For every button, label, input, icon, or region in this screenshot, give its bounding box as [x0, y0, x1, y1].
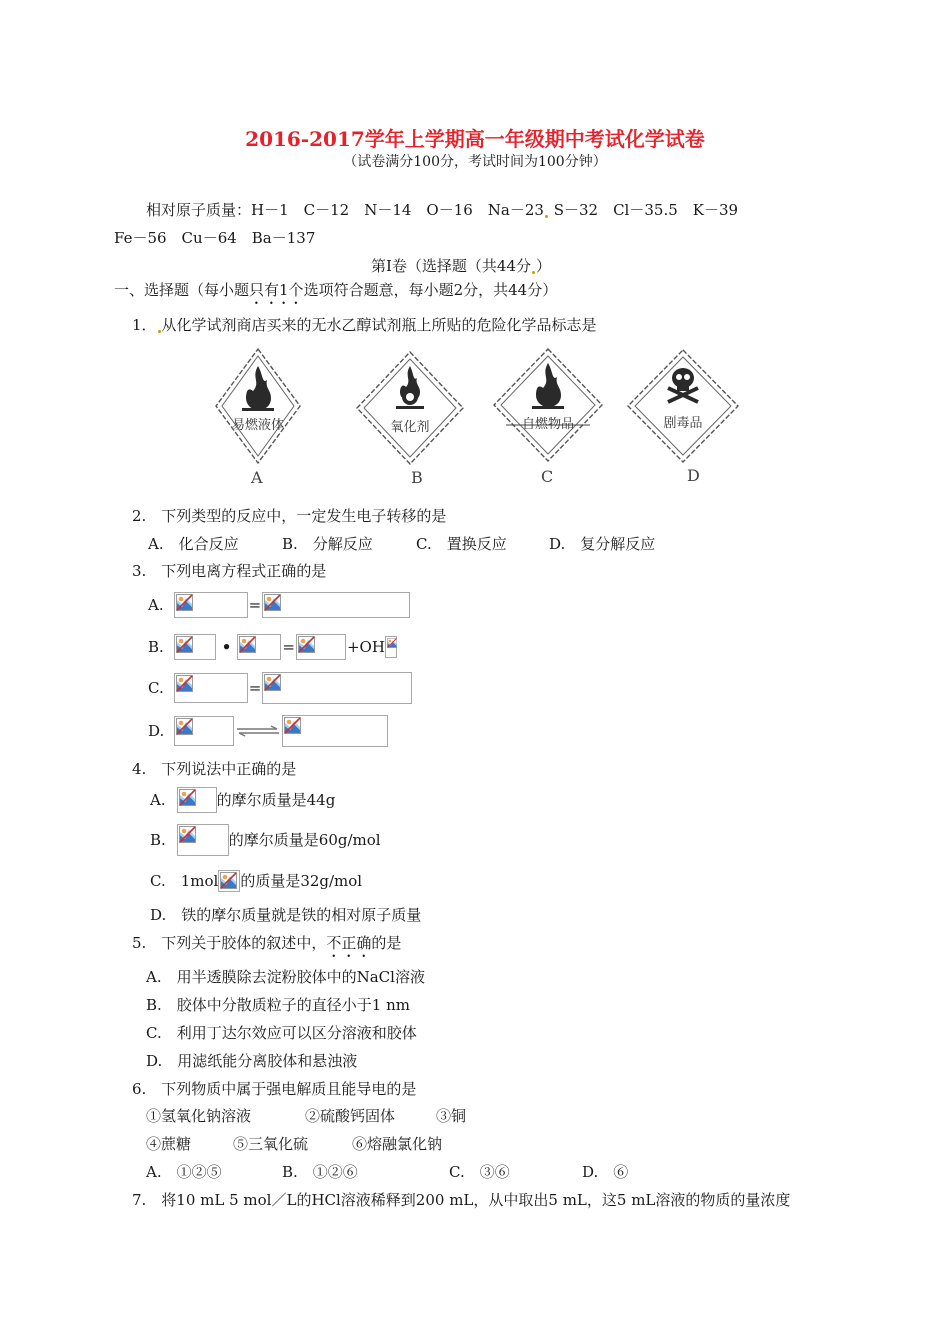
option-text: 的质量是32g/mol — [240, 872, 363, 890]
formula-image — [282, 715, 388, 747]
formula-image — [296, 634, 346, 660]
question-5 — [132, 933, 401, 961]
option-text: 的摩尔质量是44g — [216, 791, 336, 809]
hazard-letter-b: B — [411, 468, 423, 487]
option-label: A. — [148, 596, 164, 614]
question-5-option-c[interactable]: C. 利用丁达尔效应可以区分溶液和胶体 — [146, 1024, 417, 1042]
formula-image — [385, 636, 397, 658]
option-label: B. — [150, 831, 166, 849]
question-4-option-d[interactable]: D. 铁的摩尔质量就是铁的相对原子质量 — [150, 906, 422, 924]
question-3-option-d[interactable] — [148, 715, 388, 747]
question-2-option-c[interactable]: C. 置换反应 — [416, 535, 507, 553]
question-1-number: 1． — [132, 316, 157, 334]
spontaneous-combustion-icon — [492, 347, 604, 465]
flammable-liquid-icon — [213, 346, 303, 466]
question-5-option-b[interactable]: B. 胶体中分散质粒子的直径小于1 nm — [146, 996, 410, 1014]
hazard-label-a: 易燃液体 — [231, 418, 284, 433]
formula-image — [174, 673, 248, 703]
hazard-letter-a: A — [251, 468, 263, 487]
hazard-label-c: 自燃物品 — [521, 417, 574, 432]
question-1-text: 从化学试剂商店买来的无水乙醇试剂瓶上所贴的危险化学品标志是 — [161, 316, 597, 334]
question-4-option-b[interactable] — [150, 823, 381, 857]
formula-image — [174, 716, 234, 746]
formula-image — [177, 824, 229, 856]
option-label: D. — [148, 722, 165, 740]
section-text-b: 选项符合题意，每小题2分，共44分） — [303, 281, 558, 299]
stray-dot-mark — [158, 330, 161, 333]
question-4-option-a[interactable] — [150, 786, 335, 814]
question-4-option-c[interactable] — [150, 868, 362, 894]
question-6-item-2: ②硫酸钙固体 — [305, 1107, 396, 1125]
question-2-option-a[interactable]: A. 化合反应 — [148, 535, 239, 553]
document-title: 2016-2017学年上学期高一年级期中考试化学试卷 — [245, 127, 705, 151]
atomic-mass-text-a: 相对原子质量：H－1 C－12 N－14 O－16 Na－23 — [146, 201, 544, 219]
equals-sign: = — [248, 679, 262, 697]
hazard-label-d: 剧毒品 — [663, 416, 703, 431]
option-text: 的摩尔质量是60g/mol — [228, 831, 381, 849]
hazard-sign-c[interactable] — [492, 347, 604, 485]
section-emphasis: 只有1个 — [249, 281, 304, 299]
stray-dot-mark — [545, 215, 548, 218]
skull-crossbones-icon — [626, 348, 740, 466]
hazard-sign-a[interactable] — [213, 346, 303, 487]
question-6: 6. 下列物质中属于强电解质且能导电的是 — [132, 1080, 417, 1098]
question-2: 2. 下列类型的反应中，一定发生电子转移的是 — [132, 507, 447, 525]
question-6-item-3: ③铜 — [436, 1107, 467, 1125]
stray-dot-mark — [532, 271, 535, 274]
reversible-arrow-icon — [235, 725, 281, 737]
option-label: A. — [150, 791, 166, 809]
question-3: 3. 下列电离方程式正确的是 — [132, 562, 327, 580]
atomic-mass-line-1 — [146, 200, 738, 220]
question-5-option-d[interactable]: D. 用滤纸能分离胶体和悬浊液 — [146, 1052, 358, 1070]
question-6-option-a[interactable]: A. ①②⑤ — [146, 1163, 222, 1181]
question-3-option-c[interactable] — [148, 672, 412, 704]
formula-image — [262, 672, 412, 704]
question-1 — [132, 315, 597, 335]
part-heading-close: ） — [536, 257, 552, 275]
question-6-item-4: ④蔗糖 — [146, 1135, 192, 1153]
question-5-option-a[interactable]: A. 用半透膜除去淀粉胶体中的NaCl溶液 — [146, 968, 425, 986]
oxidizer-icon — [355, 350, 465, 468]
document-subtitle: （试卷满分100分，考试时间为100分钟） — [343, 154, 607, 170]
equals-sign: = — [248, 596, 262, 614]
question-5-emphasis: 不正确 — [326, 934, 372, 952]
hydroxide-text: +OH — [346, 638, 385, 656]
formula-image — [174, 634, 216, 660]
question-6-item-5: ⑤三氧化硫 — [233, 1135, 309, 1153]
hazard-letter-d: D — [687, 466, 700, 485]
formula-image — [262, 592, 410, 618]
middle-dot: • — [221, 638, 232, 656]
question-2-option-d[interactable]: D. 复分解反应 — [549, 535, 656, 553]
equals-sign: = — [282, 638, 295, 656]
hazard-letter-c: C — [541, 467, 554, 486]
option-label: C. — [148, 679, 164, 697]
formula-image — [174, 592, 248, 618]
hazard-sign-b[interactable] — [355, 350, 465, 487]
atomic-mass-line-2: Fe－56 Cu－64 Ba－137 — [114, 229, 316, 247]
part-heading-text: 第Ⅰ卷（选择题（共44分 — [371, 257, 532, 275]
part-heading — [371, 256, 551, 276]
formula-image — [177, 787, 217, 813]
question-6-option-b[interactable]: B. ①②⑥ — [282, 1163, 358, 1181]
option-label: B. — [148, 638, 164, 656]
question-7: 7. 将10 mL 5 mol／L的HCl溶液稀释到200 mL，从中取出5 mL，这5 mL溶液的物质的量浓度 — [132, 1191, 791, 1209]
question-5-text-b: 的是 — [371, 934, 402, 952]
question-5-text-a: 5. 下列关于胶体的叙述中， — [132, 934, 327, 952]
formula-image — [218, 870, 240, 892]
question-6-option-d[interactable]: D. ⑥ — [582, 1163, 629, 1181]
question-4: 4. 下列说法中正确的是 — [132, 760, 297, 778]
option-label: C. 1mol — [150, 872, 219, 890]
hazard-sign-d[interactable] — [626, 348, 740, 486]
question-3-option-b[interactable] — [148, 632, 397, 662]
question-3-option-a[interactable] — [148, 590, 410, 620]
hazard-label-b: 氧化剂 — [390, 420, 430, 435]
section-text-a: 一、选择题（每小题 — [114, 281, 250, 299]
atomic-mass-text-b: S－32 Cl－35.5 K－39 — [548, 201, 739, 219]
question-6-option-c[interactable]: C. ③⑥ — [449, 1163, 510, 1181]
question-6-item-6: ⑥熔融氯化钠 — [352, 1135, 443, 1153]
formula-image — [237, 634, 281, 660]
section-instructions — [114, 280, 557, 308]
question-6-item-1: ①氢氧化钠溶液 — [146, 1107, 252, 1125]
question-2-option-b[interactable]: B. 分解反应 — [282, 535, 373, 553]
